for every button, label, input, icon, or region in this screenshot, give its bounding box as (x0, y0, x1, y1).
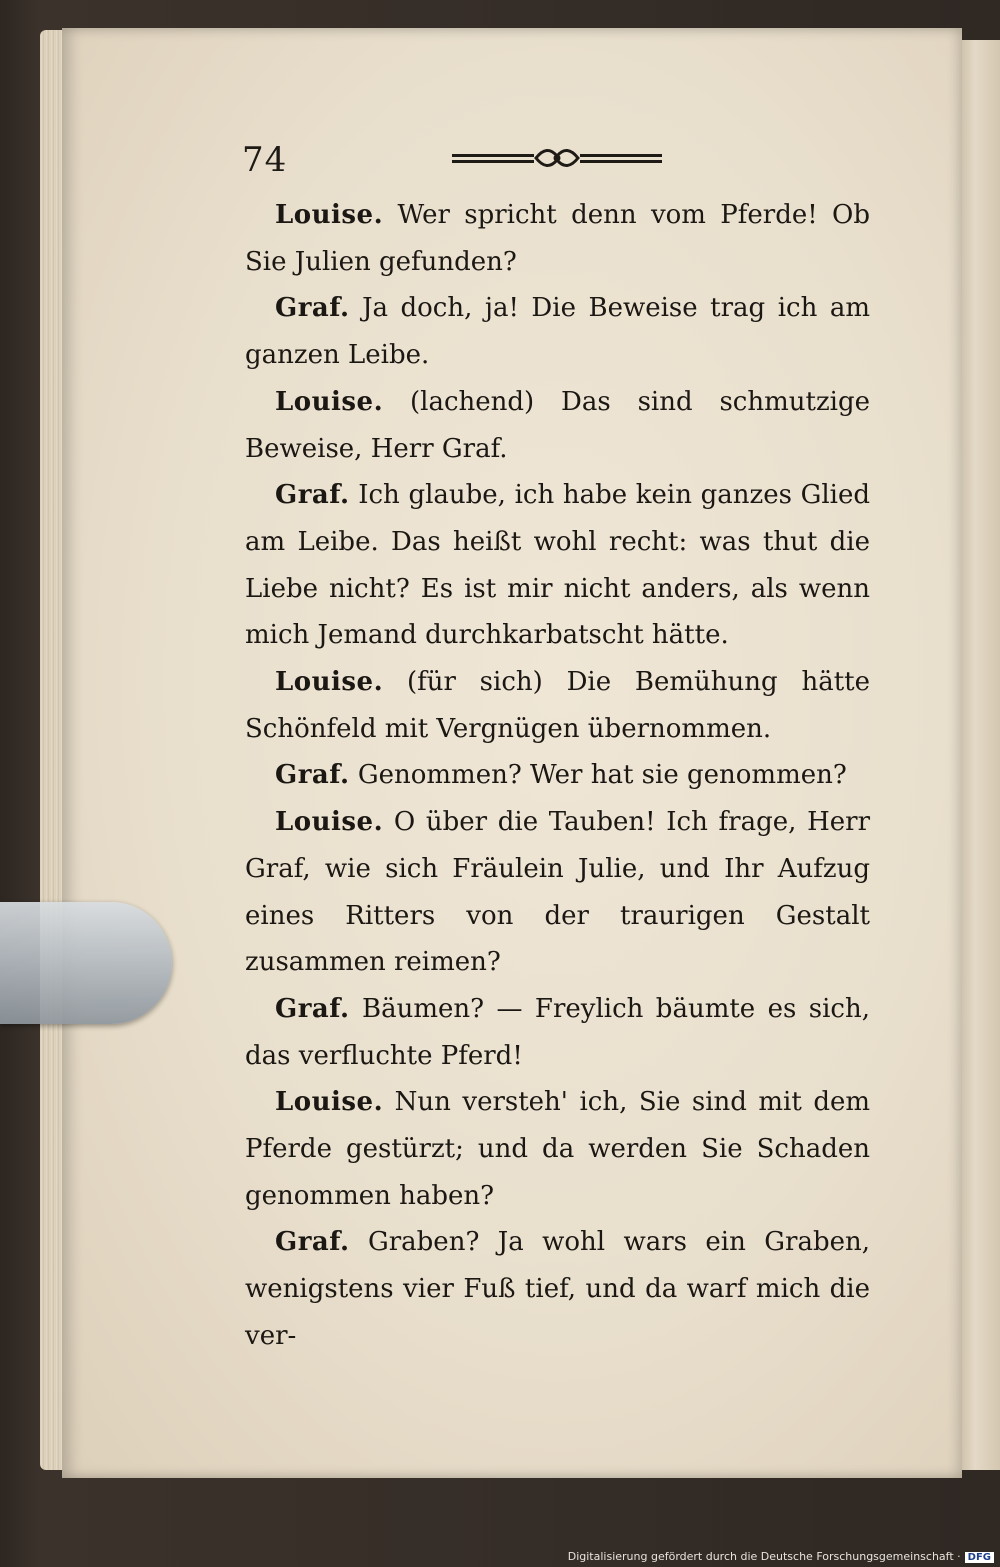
speaker-name: Graf. (275, 1227, 350, 1258)
dialogue-paragraph (245, 752, 870, 799)
speaker-name: Louise. (275, 386, 384, 417)
dialogue-text: (lachend) Das sind schmutzige Beweise, Herr Graf. (245, 386, 871, 464)
dialogue-text: (für sich) Die Bemühung hätte Schönfeld mit Vergnügen übernommen. (245, 667, 870, 744)
digitization-credit (568, 1550, 994, 1563)
speaker-name: Louise. (275, 1087, 384, 1118)
speaker-name: Louise. (275, 200, 384, 230)
dialogue-paragraph (245, 285, 870, 378)
dialogue-paragraph (245, 472, 870, 659)
dialogue-text: Bäumen? — Freylich bäumte es sich, das verfluchte Pferd! (245, 993, 870, 1071)
credit-text: Digitalisierung gefördert durch die Deutsche Forschungsgemeinschaft · (567, 1550, 961, 1563)
dialogue-text: O über die Tauben! Ich frage, Herr Graf, wie sich Fräulein Julie, und Ihr Aufzug eines Ritters von der traurigen Gestalt zusammen reimen? (245, 807, 871, 978)
dialogue-text: Graben? Ja wohl wars ein Graben, wenigstens vier Fuß tief, und da warf mich die ver- (245, 1227, 871, 1351)
speaker-name: Louise. (275, 807, 384, 838)
speaker-name: Graf. (275, 993, 350, 1024)
speaker-name: Louise. (275, 667, 384, 698)
ornament-rule-icon (452, 142, 662, 176)
dialogue-text: Ja doch, ja! Die Beweise trag ich am ganzen Leibe. (245, 293, 870, 371)
dialogue-text: Genommen? Wer hat sie genommen? (357, 760, 847, 791)
page-header (242, 140, 872, 180)
dialogue-paragraph (245, 799, 870, 986)
dialogue-paragraph (245, 986, 870, 1079)
page-clip (0, 902, 172, 1024)
dialogue-paragraph (245, 659, 870, 752)
dfg-logo: DFG (965, 1552, 994, 1563)
facing-page-edge (958, 40, 1000, 1470)
page-number: 74 (242, 140, 288, 180)
dialogue-paragraph (245, 379, 870, 472)
dialogue-text: Wer spricht denn vom Pferde! Ob Sie Julien gefunden? (245, 200, 870, 277)
dialogue-paragraph (245, 192, 870, 285)
dialogue-paragraph (245, 1079, 870, 1219)
dialogue-paragraph (245, 1219, 870, 1359)
speaker-name: Graf. (275, 480, 350, 511)
dialogue-text: Ich glaube, ich habe kein ganzes Glied am Leibe. Das heißt wohl recht: was thut die Liebe nicht? Es ist mir nicht anders, als wenn mich Jemand durchkarbatscht hätte. (245, 480, 871, 651)
dialogue-text: Nun versteh' ich, Sie sind mit dem Pferde gestürzt; und da werden Sie Schaden genommen haben? (245, 1087, 870, 1211)
speaker-name: Graf. (275, 293, 350, 324)
page-body (245, 192, 870, 1360)
speaker-name: Graf. (275, 760, 350, 791)
